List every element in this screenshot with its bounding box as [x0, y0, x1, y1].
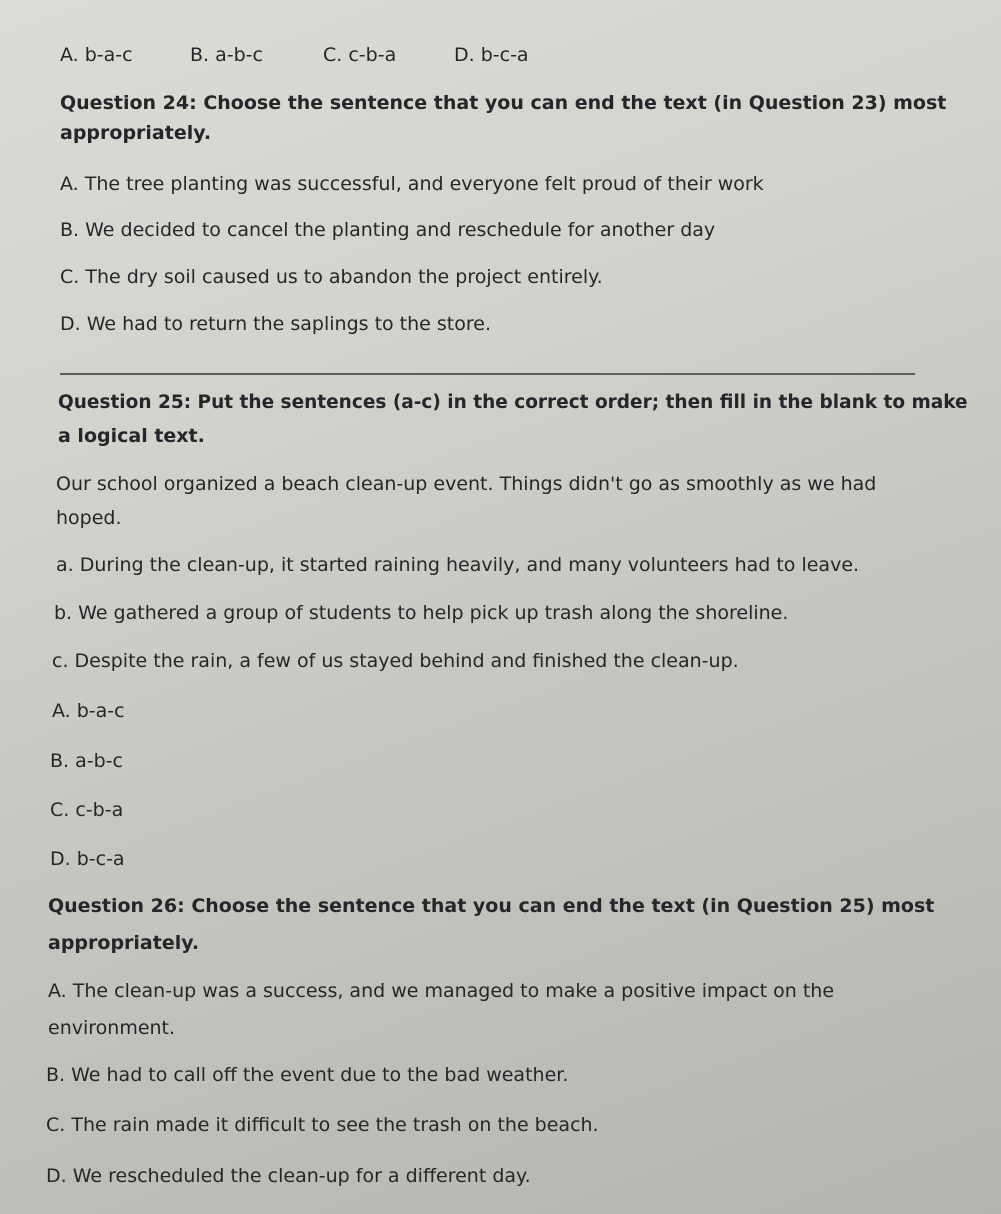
q26-option-d: D. We rescheduled the clean-up for a different day.: [46, 1165, 531, 1187]
q26-title-line2: appropriately.: [48, 932, 200, 954]
q26-option-c: C. The rain made it difficult to see the trash on the beach.: [46, 1114, 599, 1136]
q25-sentence-b: b. We gathered a group of students to help pick up trash along the shoreline.: [54, 602, 789, 624]
q23-option-c: C. c-b-a: [323, 44, 397, 66]
q25-option-d: D. b-c-a: [50, 848, 125, 870]
q25-intro-line2: hoped.: [56, 507, 122, 529]
q23-option-b: B. a-b-c: [190, 44, 263, 66]
q26-title-line1: Question 26: Choose the sentence that you can end the text (in Question 25) most: [48, 895, 935, 917]
q24-option-b: B. We decided to cancel the planting and reschedule for another day: [60, 219, 716, 241]
q26-option-a-line2: environment.: [48, 1017, 176, 1039]
q25-intro-line1: Our school organized a beach clean-up event. Things didn't go as smoothly as we had: [56, 473, 877, 495]
q25-sentence-a: a. During the clean-up, it started raining heavily, and many volunteers had to leave.: [56, 554, 860, 576]
q24-option-c: C. The dry soil caused us to abandon the project entirely.: [60, 266, 603, 288]
q24-option-a: A. The tree planting was successful, and everyone felt proud of their work: [60, 173, 764, 195]
q25-sentence-c: c. Despite the rain, a few of us stayed behind and finished the clean-up.: [52, 650, 739, 672]
q26-option-b: B. We had to call off the event due to the bad weather.: [46, 1064, 569, 1086]
q24-title-line2: appropriately.: [60, 122, 212, 144]
q25-title-line1: Question 25: Put the sentences (a-c) in the correct order; then fill in the blank to make: [58, 392, 968, 413]
q26-option-a-line1: A. The clean-up was a success, and we managed to make a positive impact on the: [48, 980, 835, 1002]
q24-option-d: D. We had to return the saplings to the store.: [60, 313, 491, 335]
section-divider: [60, 373, 915, 375]
q23-options-row: [60, 42, 540, 68]
q25-option-a: A. b-a-c: [52, 700, 125, 722]
q23-option-d: D. b-c-a: [454, 44, 529, 66]
q25-option-c: C. c-b-a: [50, 799, 124, 821]
q25-title-line2: a logical text.: [58, 425, 205, 447]
q25-option-b: B. a-b-c: [50, 750, 123, 772]
q23-option-a: A. b-a-c: [60, 44, 133, 66]
q24-title-line1: Question 24: Choose the sentence that you can end the text (in Question 23) most: [60, 92, 947, 114]
